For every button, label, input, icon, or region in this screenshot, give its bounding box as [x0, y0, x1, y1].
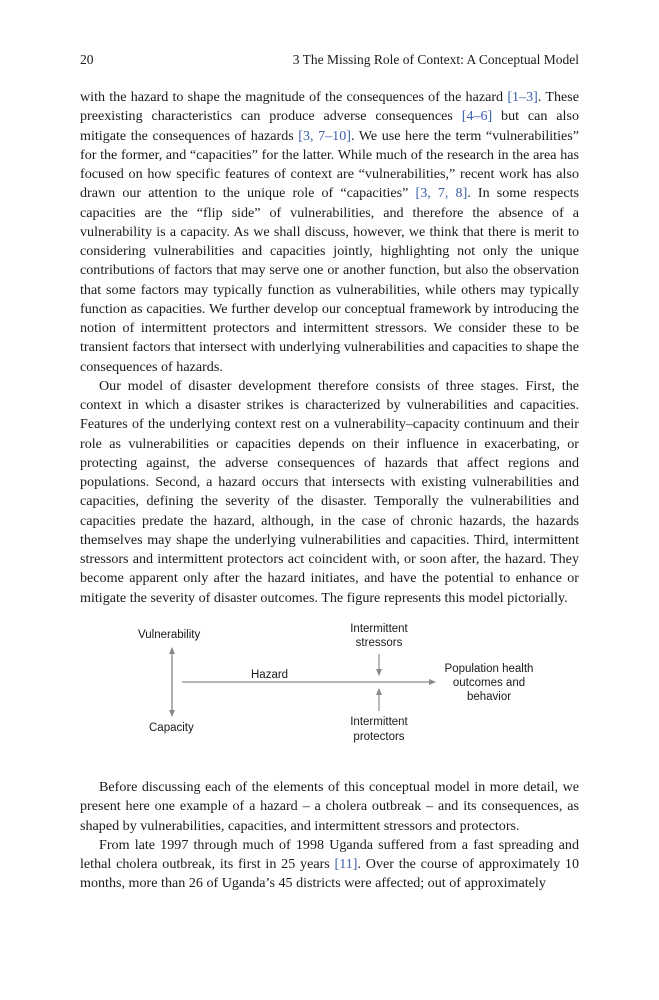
page-number: 20 — [80, 52, 94, 67]
paragraph-1 — [80, 88, 579, 377]
running-title: 3 The Missing Role of Context: A Conceptual Model — [292, 52, 579, 67]
body-text — [80, 88, 579, 608]
outcome-label-line2: outcomes and — [452, 677, 526, 689]
stressors-label-line1: Intermittent — [350, 623, 408, 635]
stressors-label-line2: stressors — [355, 637, 403, 649]
protectors-label-line2: protectors — [353, 731, 405, 743]
page-header — [80, 52, 579, 72]
paragraph-3: Before discussing each of the elements of this conceptual model in more detail, we present here one example of a hazard – a cholera outbreak – and its consequences, as shaped by vulnerabilities, capacities, and intermittent stressors and protectors. — [80, 779, 579, 834]
citation-link[interactable]: [1–3] — [507, 89, 538, 105]
hazard-label: Hazard — [251, 669, 289, 681]
outcome-label-line1: Population health — [444, 663, 534, 675]
citation-link[interactable]: [3, 7–10] — [298, 127, 351, 144]
outcome-label-line3: behavior — [466, 691, 512, 703]
text-run: . In some respects capacities are the “flip side” of vulnerabilities, and therefore the absence of a vulnerability is a capacity. As we shall discuss, however, we think that there is merit to considering vulnerabilities and capacities jointly, highlighting not only the unique contributions of factors that may serve one or another function, but also the observation that some factors may typically function as vulnerabilities, while others may typically function as capacities. We further develop our conceptual framework by introducing the notion of intermittent protectors and intermittent stressors. We consider these to be transient factors that intersect with underlying vulnerabilities and capacities to shape the consequences of hazards. — [80, 185, 579, 375]
citation-link[interactable]: [11] — [334, 856, 358, 872]
citation-link[interactable]: [4–6] — [461, 108, 493, 125]
lower-body-text — [80, 778, 579, 894]
text-run: . Over the course of approximately 10 months, more than 26 of Uganda’s 45 districts were affected; out of approximately — [80, 856, 579, 892]
paragraph-2: Our model of disaster development therefore consists of three stages. First, the context in which a disaster strikes is characterized by vulnerabilities and capacities. Features of the underlying context rest on a vulnerability–capacity continuum and their role as vulnerabilities or capacities depends on their influence in exacerbating, or protecting against, the adverse consequences of hazards that affect regions and populations. Second, a hazard occurs that intersects with existing vulnerabilities and capacities, defining the severity of the disaster. Temporally the vulnerabilities and capacities predate the hazard, although, in the case of chronic hazards, the hazards themselves may shape the underlying vulnerabilities and capacities. Third, intermittent stressors and intermittent protectors act coincident with, or soon after, the hazard. They become apparent only after the hazard initiates, and have the potential to enhance or mitigate the severity of disaster outcomes. The figure represents this model pictorially. — [80, 377, 579, 606]
figure-diagram — [80, 612, 579, 762]
text-run: with the hazard to shape the magnitude of the consequences of the hazard — [80, 89, 508, 105]
citation-link[interactable]: [3, 7, 8] — [415, 185, 468, 202]
protectors-label-line1: Intermittent — [350, 716, 408, 728]
capacity-label: Capacity — [149, 722, 194, 734]
text-run: . We use here the term “vulnerabilities” for the former, and “capacities” for the latter. While much of the research in the area has focused on how specific features of context are “vulnerabilities,” recent work has also drawn our attention to the unique role of “capacities” — [80, 127, 580, 202]
paragraph-4 — [80, 836, 579, 894]
conceptual-model-figure — [80, 612, 579, 762]
text-run: . These preexisting characteristics can produce adverse consequences — [80, 89, 579, 125]
text-run: but can also mitigate the consequences of hazards — [80, 108, 579, 144]
text-run: From late 1997 through much of 1998 Uganda suffered from a fast spreading and lethal cholera outbreak, its first in 25 years — [80, 836, 579, 872]
vulnerability-label: Vulnerability — [138, 629, 201, 641]
